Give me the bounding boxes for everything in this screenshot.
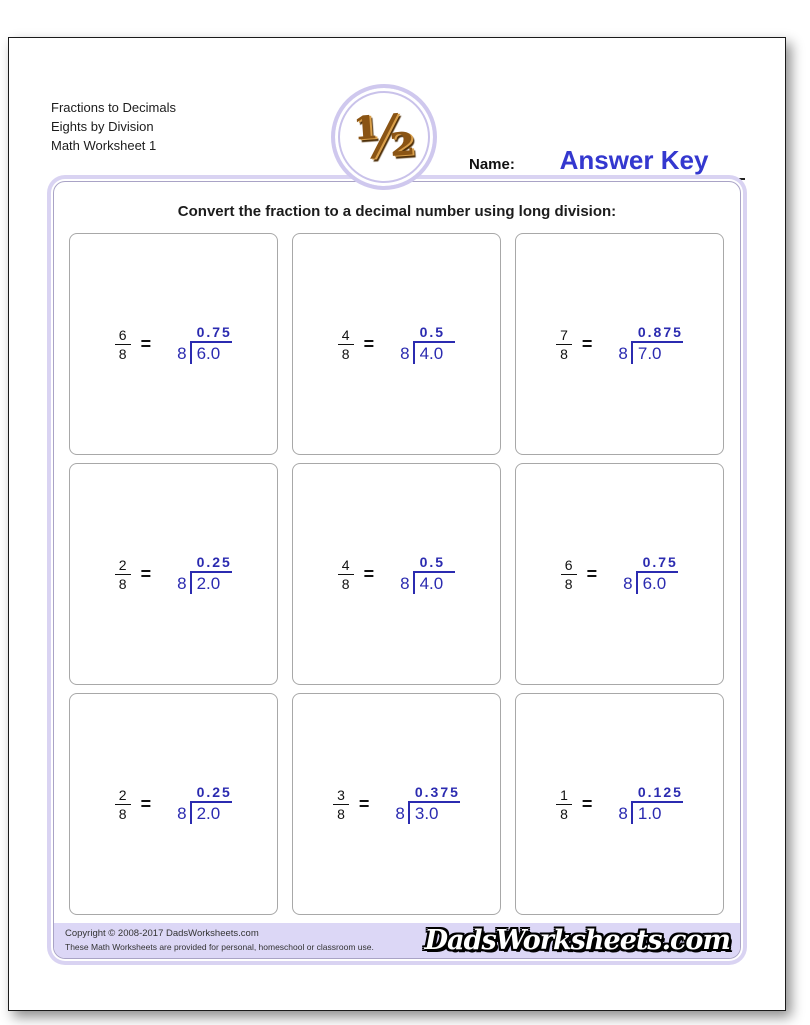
name-label: Name: bbox=[469, 156, 515, 173]
dadsworksheets-logo: DadsWorksheets.com bbox=[424, 925, 730, 956]
problem bbox=[115, 324, 232, 364]
long-division bbox=[177, 554, 232, 594]
fraction-denominator: 8 bbox=[118, 345, 127, 362]
copyright-line: Copyright © 2008-2017 DadsWorksheets.com bbox=[65, 928, 259, 939]
problem-cell-8 bbox=[292, 693, 501, 915]
worksheet-info bbox=[51, 98, 176, 155]
equals-sign: = bbox=[363, 563, 375, 584]
footer-bar bbox=[54, 923, 740, 958]
divisor: 8 bbox=[400, 574, 410, 593]
one-half-glyph: ½ bbox=[351, 100, 417, 174]
long-division bbox=[618, 784, 683, 824]
equals-sign: = bbox=[358, 793, 370, 814]
quotient-answer: 0.75 bbox=[642, 554, 678, 570]
equals-sign: = bbox=[140, 333, 152, 354]
fraction-numerator: 6 bbox=[115, 327, 131, 345]
fraction bbox=[115, 787, 131, 822]
equals-sign: = bbox=[586, 563, 598, 584]
quotient-answer: 0.125 bbox=[637, 784, 683, 800]
quotient-answer: 0.5 bbox=[419, 324, 446, 340]
dividend: 6.0 bbox=[190, 341, 233, 364]
fraction-numerator: 6 bbox=[561, 557, 577, 575]
fraction bbox=[115, 327, 131, 362]
problem-cell-3 bbox=[515, 233, 724, 455]
quotient-answer: 0.875 bbox=[637, 324, 683, 340]
divisor: 8 bbox=[618, 804, 628, 823]
equals-sign: = bbox=[140, 793, 152, 814]
long-division bbox=[400, 324, 455, 364]
fraction-numerator: 7 bbox=[556, 327, 572, 345]
fraction-denominator: 8 bbox=[337, 805, 345, 822]
fraction-denominator: 8 bbox=[560, 345, 568, 362]
problem bbox=[561, 554, 678, 594]
worksheet-subtopic: Eights by Division bbox=[51, 119, 154, 134]
problem bbox=[115, 554, 232, 594]
dividend: 7.0 bbox=[631, 341, 683, 364]
problem bbox=[338, 554, 455, 594]
equals-sign: = bbox=[363, 333, 375, 354]
fraction-denominator: 8 bbox=[564, 575, 573, 592]
copyright-block bbox=[65, 928, 374, 952]
worksheet-number: Math Worksheet 1 bbox=[51, 138, 157, 153]
divisor: 8 bbox=[618, 344, 628, 363]
fraction-numerator: 4 bbox=[338, 557, 354, 575]
divisor: 8 bbox=[177, 344, 187, 363]
fraction-numerator: 4 bbox=[338, 327, 354, 345]
dividend: 6.0 bbox=[636, 571, 679, 594]
problem bbox=[556, 324, 683, 364]
one-half-logo-icon bbox=[331, 84, 437, 190]
problem-cell-7 bbox=[69, 693, 278, 915]
equals-sign: = bbox=[581, 793, 593, 814]
fraction-numerator: 1 bbox=[556, 787, 572, 805]
long-division bbox=[623, 554, 678, 594]
problem-grid bbox=[69, 233, 725, 915]
fraction bbox=[115, 557, 131, 592]
long-division bbox=[400, 554, 455, 594]
divisor: 8 bbox=[395, 804, 405, 823]
answer-key-text: Answer Key bbox=[559, 145, 709, 175]
worksheet-body bbox=[53, 181, 741, 959]
equals-sign: = bbox=[581, 333, 593, 354]
fraction-denominator: 8 bbox=[341, 575, 350, 592]
fraction-denominator: 8 bbox=[341, 345, 350, 362]
dividend: 4.0 bbox=[413, 341, 456, 364]
fraction-numerator: 2 bbox=[115, 787, 131, 805]
fraction-denominator: 8 bbox=[118, 805, 127, 822]
problem-cell-1 bbox=[69, 233, 278, 455]
problem bbox=[115, 784, 232, 824]
dividend: 2.0 bbox=[190, 571, 233, 594]
dividend: 2.0 bbox=[190, 801, 233, 824]
divisor: 8 bbox=[623, 574, 633, 593]
fraction-denominator: 8 bbox=[560, 805, 568, 822]
fraction bbox=[556, 327, 572, 362]
fraction-numerator: 2 bbox=[115, 557, 131, 575]
divisor: 8 bbox=[177, 804, 187, 823]
fraction bbox=[556, 787, 572, 822]
problem bbox=[556, 784, 683, 824]
quotient-answer: 0.75 bbox=[196, 324, 232, 340]
long-division bbox=[395, 784, 460, 824]
quotient-answer: 0.25 bbox=[196, 784, 232, 800]
long-division bbox=[618, 324, 683, 364]
quotient-answer: 0.5 bbox=[419, 554, 446, 570]
long-division bbox=[177, 324, 232, 364]
fraction bbox=[338, 327, 354, 362]
long-division bbox=[177, 784, 232, 824]
quotient-answer: 0.25 bbox=[196, 554, 232, 570]
problem bbox=[338, 324, 455, 364]
fraction-denominator: 8 bbox=[118, 575, 127, 592]
worksheet-page bbox=[8, 37, 786, 1011]
dividend: 3.0 bbox=[408, 801, 460, 824]
divisor: 8 bbox=[400, 344, 410, 363]
fraction-numerator: 3 bbox=[333, 787, 349, 805]
problem-cell-5 bbox=[292, 463, 501, 685]
name-blank-line bbox=[523, 114, 745, 180]
dividend: 4.0 bbox=[413, 571, 456, 594]
problem bbox=[333, 784, 460, 824]
divisor: 8 bbox=[177, 574, 187, 593]
quotient-answer: 0.375 bbox=[414, 784, 460, 800]
problem-cell-4 bbox=[69, 463, 278, 685]
instruction-text: Convert the fraction to a decimal number using long division: bbox=[177, 203, 617, 220]
fraction bbox=[338, 557, 354, 592]
problem-cell-9 bbox=[515, 693, 724, 915]
fraction bbox=[561, 557, 577, 592]
worksheet-topic: Fractions to Decimals bbox=[51, 100, 176, 115]
dividend: 1.0 bbox=[631, 801, 683, 824]
problem-cell-6 bbox=[515, 463, 724, 685]
usage-line: These Math Worksheets are provided for personal, homeschool or classroom use. bbox=[65, 942, 374, 952]
equals-sign: = bbox=[140, 563, 152, 584]
fraction bbox=[333, 787, 349, 822]
problem-cell-2 bbox=[292, 233, 501, 455]
